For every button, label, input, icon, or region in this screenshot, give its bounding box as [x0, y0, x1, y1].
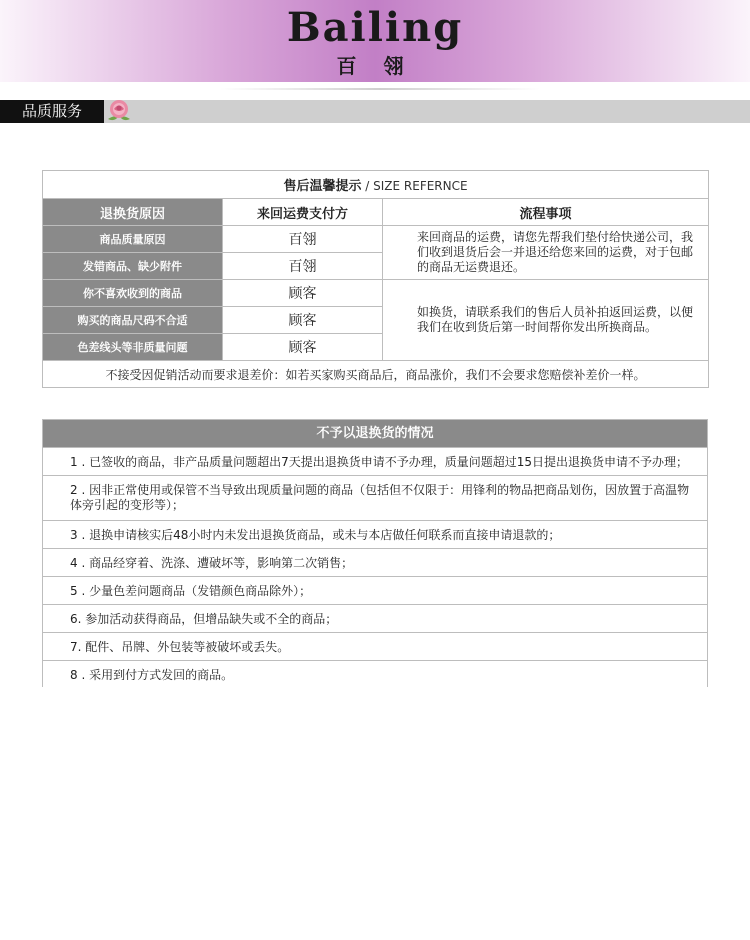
process-cell: 如换货，请联系我们的售后人员补拍返回运费，以便我们在收到货后第一时间帮你发出所换商品。 [383, 280, 709, 361]
list-item: 7. 配件、吊牌、外包装等被破坏或丢失。 [43, 632, 707, 660]
list-item: 4 . 商品经穿着、洗涤、遭破坏等，影响第二次销售； [43, 548, 707, 576]
reason-cell: 发错商品、缺少附件 [43, 253, 223, 280]
section-title: 品质服务 [0, 100, 104, 123]
column-header: 退换货原因 [43, 199, 223, 226]
payer-cell: 顾客 [223, 307, 383, 334]
process-cell: 来回商品的运费，请您先帮我们垫付给快递公司，我们收到退货后会一并退还给您来回的运费，对于包邮的商品无运费退还。 [383, 226, 709, 280]
no-return-title: 不予以退换货的情况 [43, 420, 707, 447]
column-header: 来回运费支付方 [223, 199, 383, 226]
list-item: 1 . 已签收的商品，非产品质量问题超出7天提出退换货申请不予办理，质量问题超过15日提出退换货申请不予办理； [43, 447, 707, 475]
table-row [43, 226, 709, 253]
table-title-main: 售后温馨提示 [283, 179, 362, 194]
payer-cell: 顾客 [223, 334, 383, 361]
reason-cell: 你不喜欢收到的商品 [43, 280, 223, 307]
payer-cell: 百翎 [223, 226, 383, 253]
list-item: 8 . 采用到付方式发回的商品。 [43, 660, 707, 687]
list-item: 6. 参加活动获得商品，但增品缺失或不全的商品； [43, 604, 707, 632]
column-header: 流程事项 [383, 199, 709, 226]
reason-cell: 购买的商品尺码不合适 [43, 307, 223, 334]
divider [220, 88, 540, 90]
after-sales-table [42, 170, 709, 388]
table-title-suffix: / SIZE REFERNCE [361, 179, 468, 193]
rose-icon [104, 97, 134, 125]
table-title [43, 171, 709, 199]
table-row [43, 280, 709, 307]
table-footer-note: 不接受因促销活动而要求退差价：如若买家购买商品后，商品涨价，我们不会要求您赔偿补差价一样。 [43, 361, 709, 388]
brand-logo: Bailing [286, 4, 464, 51]
header-banner [0, 0, 750, 82]
payer-cell: 顾客 [223, 280, 383, 307]
reason-cell: 色差线头等非质量问题 [43, 334, 223, 361]
list-item: 5 . 少量色差问题商品（发错颜色商品除外）； [43, 576, 707, 604]
payer-cell: 百翎 [223, 253, 383, 280]
reason-cell: 商品质量原因 [43, 226, 223, 253]
section-header [0, 100, 750, 123]
list-item: 3 . 退换申请核实后48小时内未发出退换货商品，或未与本店做任何联系而直接申请退款的； [43, 520, 707, 548]
no-return-conditions [42, 419, 708, 687]
brand-chinese-name: 百 翎 [336, 54, 414, 78]
list-item: 2 . 因非正常使用或保管不当导致出现质量问题的商品（包括但不仅限于：用锋利的物品把商品划伤，因放置于高温物体旁引起的变形等）； [43, 475, 707, 520]
